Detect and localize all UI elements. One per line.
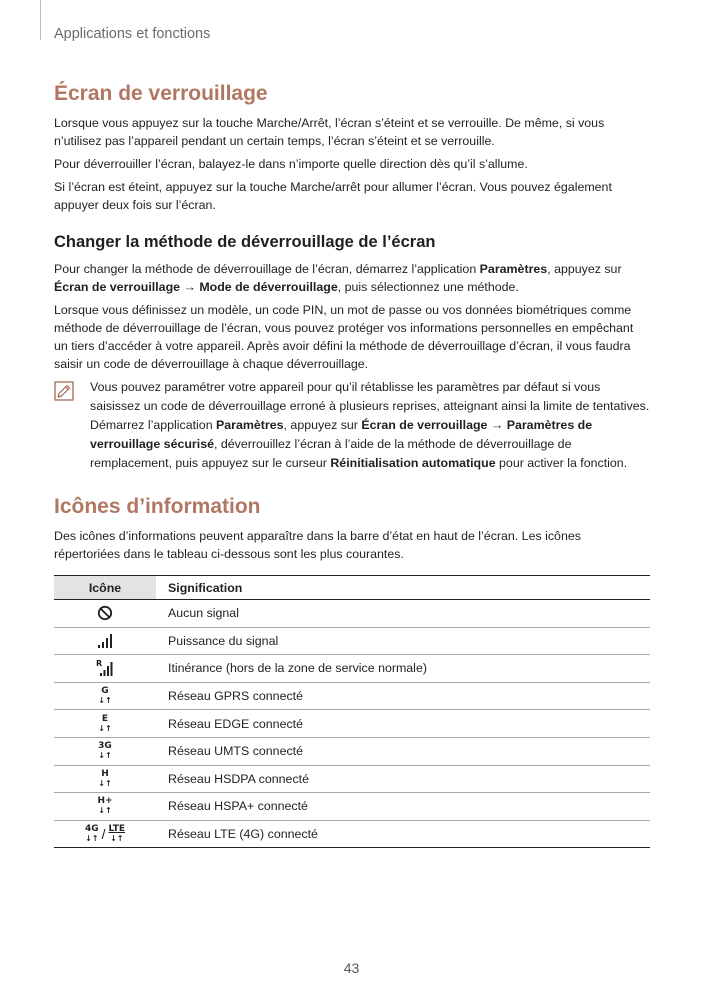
table-row xyxy=(54,655,650,683)
table-row xyxy=(54,600,650,628)
page-edge-line xyxy=(40,0,41,40)
table-row xyxy=(54,682,650,710)
lte-glyph-icon: LTE ↓↑ xyxy=(108,824,126,844)
section-title-lock-screen: Écran de verrouillage xyxy=(54,82,268,105)
page-number: 43 xyxy=(343,960,360,976)
edge-icon: E ↓↑ xyxy=(98,713,112,733)
term-lock-screen: Écran de verrouillage xyxy=(54,280,181,294)
paragraph-change-method: Pour changer la méthode de déverrouillage de l’écran, démarrez l’application Paramètres, appuyez sur Écran de verrouillage → Mode de déverrouillage, puis sélectionnez une méthode. xyxy=(54,262,622,294)
paragraph-screen-off: Si l’écran est éteint, appuyez sur la touche Marche/arrêt pour allumer l’écran. Vous pouvez également appuyer deux fois sur l’écran. xyxy=(54,180,612,212)
lte-icon xyxy=(85,825,125,843)
header-meaning: Signification xyxy=(156,576,650,600)
section-title-info-icons: Icônes d’information xyxy=(54,495,261,518)
meaning-cell: Aucun signal xyxy=(156,600,650,628)
table-header-row xyxy=(54,576,650,600)
hspa-plus-icon: H+ ↓↑ xyxy=(97,796,113,816)
note-block: Vous pouvez paramétrer votre appareil pour qu’il rétablisse les paramètres par défaut si vous saisissez un code de déverrouillage erroné à plusieurs reprises, atteignant ainsi la limite de tentatives. Démarrez l’application Paramètres, appuyez sur Écran de verrouillage → Paramètres de verrouillage sécurisé, déverrouillez l’écran à l’aide de la méthode de déverrouillage de remplacement, puis appuyez sur le curseur Réinitialisation automatique pour activer la fonction. xyxy=(54,378,650,473)
no-signal-icon xyxy=(97,605,113,621)
term-settings-note: Paramètres xyxy=(216,418,284,432)
meaning-cell: Réseau HSDPA connecté xyxy=(156,765,650,793)
meaning-cell: Réseau EDGE connecté xyxy=(156,710,650,738)
table-row xyxy=(54,710,650,738)
running-header: Applications et fonctions xyxy=(54,26,211,42)
paragraph-icons-intro: Des icônes d’informations peuvent apparaître dans la barre d’état en haut de l’écran. Les icônes répertoriées dans le tableau ci-dessous sont les plus courantes. xyxy=(54,529,581,561)
header-icon: Icône xyxy=(54,576,156,600)
table-row xyxy=(54,765,650,793)
meaning-cell: Réseau HSPA+ connecté xyxy=(156,793,650,821)
hsdpa-icon: H ↓↑ xyxy=(98,768,112,788)
gprs-icon: G ↓↑ xyxy=(98,686,112,706)
paragraph-protection: Lorsque vous définissez un modèle, un code PIN, un mot de passe ou vos données biométriques comme méthode de déverrouillage de l’écran, vous pouvez protéger vos informations personnelles en empêchant un tiers d’accéder à votre appareil. Après avoir défini la méthode de déverrouillage d’écran, il vous faudra saisir un code de déverrouillage à chaque déverrouillage. xyxy=(54,303,634,371)
term-lock-screen-note: Écran de verrouillage xyxy=(361,418,488,432)
icons-table xyxy=(54,575,650,848)
4g-icon: 4G ↓↑ xyxy=(84,824,99,844)
meaning-cell: Réseau UMTS connecté xyxy=(156,737,650,765)
icon-separator: / xyxy=(101,826,106,843)
paragraph-unlock-swipe: Pour déverrouiller l’écran, balayez-le dans n’importe quelle direction dès qu’il s’allume. xyxy=(54,157,528,171)
table-row xyxy=(54,737,650,765)
note-pencil-icon xyxy=(54,381,74,401)
page-content xyxy=(54,82,650,848)
term-auto-reset: Réinitialisation automatique xyxy=(330,456,496,470)
roaming-icon xyxy=(96,660,114,677)
signal-strength-icon xyxy=(97,633,113,649)
meaning-cell: Réseau LTE (4G) connecté xyxy=(156,820,650,848)
table-row xyxy=(54,820,650,848)
meaning-cell: Itinérance (hors de la zone de service normale) xyxy=(156,655,650,683)
meaning-cell: Réseau GPRS connecté xyxy=(156,682,650,710)
term-unlock-mode: Mode de déverrouillage xyxy=(199,280,338,294)
paragraph-lock-intro: Lorsque vous appuyez sur la touche Marche/Arrêt, l’écran s’éteint et se verrouille. De même, si vous n’utilisez pas l’appareil pendant un certain temps, l’écran s’éteint et se verrouille. xyxy=(54,116,605,148)
subsection-title-unlock-method: Changer la méthode de déverrouillage de l’écran xyxy=(54,233,436,251)
meaning-cell: Puissance du signal xyxy=(156,627,650,655)
roaming-letter: R xyxy=(96,658,103,668)
table-row xyxy=(54,627,650,655)
umts-icon: 3G ↓↑ xyxy=(98,741,112,761)
term-settings: Paramètres xyxy=(479,262,548,276)
table-row xyxy=(54,793,650,821)
term-secure-lock-settings: Paramètres de verrouillage sécurisé xyxy=(90,418,593,451)
